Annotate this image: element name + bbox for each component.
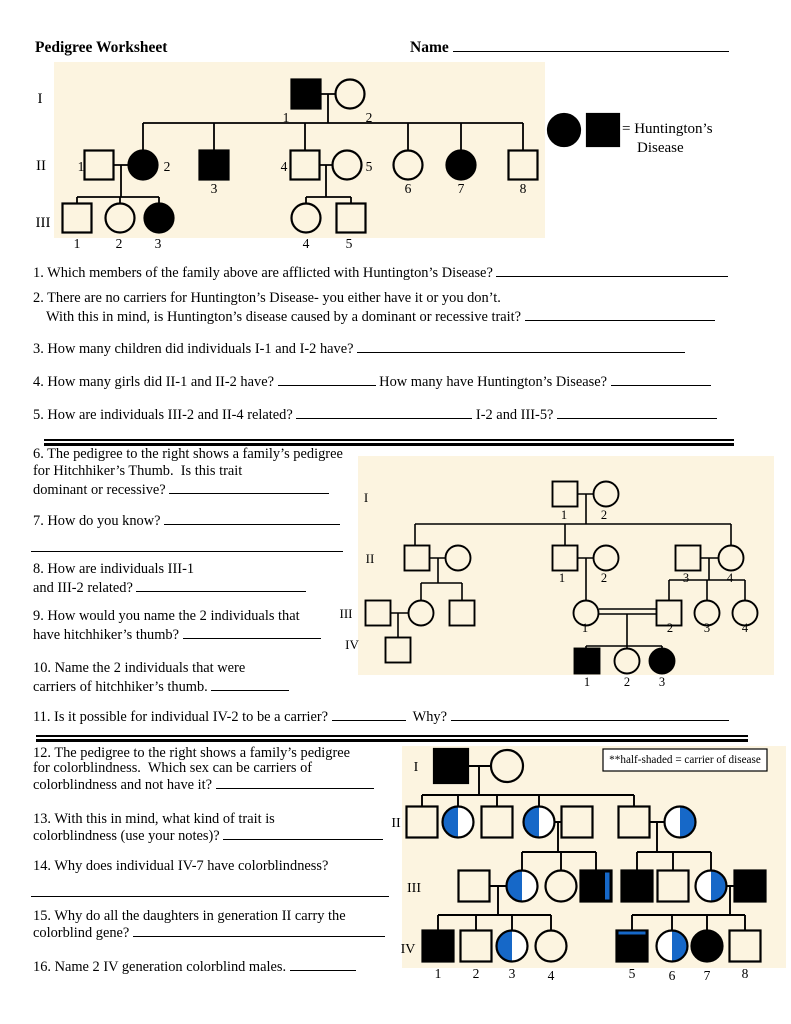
colorblind-individual-III-6: [658, 871, 689, 902]
question-text: 1. Which members of the family above are afflicted with Huntington’s Disease?: [33, 265, 497, 281]
individual-number-label: 3: [154, 236, 162, 251]
individual-number-label: 4: [726, 571, 734, 585]
individual-number-label: 2: [163, 159, 171, 174]
hitchhiker-individual-IV-a: [386, 638, 411, 663]
huntington-individual-II-4: [291, 151, 320, 180]
answer-blank: [525, 308, 715, 321]
answer-blank: [332, 708, 406, 721]
huntington-individual-III-4: [292, 204, 321, 233]
individual-number-label: 3: [508, 966, 516, 981]
colorblind-individual-IV-1: [423, 931, 454, 962]
huntington-individual-II-1: [85, 151, 114, 180]
generation-label: II: [36, 158, 46, 174]
colorblind-individual-IV-4: [536, 931, 567, 962]
individual-number-label: 1: [560, 508, 568, 522]
hitchhiker-individual-IV-2: [615, 649, 640, 674]
answer-blank: [183, 626, 321, 639]
individual-number-label: 1: [282, 110, 290, 125]
individual-number-label: 2: [600, 508, 608, 522]
hitchhiker-individual-III-b: [409, 601, 434, 626]
generation-label: II: [391, 816, 401, 831]
question-line: [31, 884, 389, 901]
question-text: 4. How many girls did II-1 and II-2 have?: [33, 374, 278, 390]
question-text: colorblindness and not have it?: [33, 777, 216, 793]
answer-blank: [223, 827, 383, 840]
huntington-individual-I-1: [292, 80, 321, 109]
question-text: dominant or recessive?: [33, 482, 170, 498]
question-text: have hitchhiker’s thumb?: [33, 627, 183, 643]
huntington-individual-III-5: [337, 204, 366, 233]
question-line: [33, 406, 717, 423]
colorblind-individual-II-2: [442, 807, 473, 838]
question-text: 8. How are individuals III-1: [33, 561, 195, 577]
colorblind-individual-IV-2: [461, 931, 492, 962]
question-text: for Hitchhiker’s Thumb. Is this trait: [33, 463, 243, 479]
huntington-individual-II-2: [129, 151, 158, 180]
question-text: colorblindness (use your notes)?: [33, 828, 224, 844]
individual-number-label: 5: [345, 236, 353, 251]
hitchhiker-individual-I-1: [553, 482, 578, 507]
individual-number-label: 1: [558, 571, 566, 585]
question-line: [33, 562, 194, 577]
question-line: [33, 924, 385, 941]
generation-label: III: [35, 215, 51, 231]
colorblind-individual-IV-6: [657, 931, 688, 962]
colorblind-individual-II-4: [524, 807, 555, 838]
question-line: [33, 447, 343, 462]
individual-number-label: 2: [666, 621, 674, 635]
answer-blank: [211, 678, 289, 691]
answer-blank: [611, 373, 711, 386]
individual-number-label: 2: [623, 675, 631, 689]
question-text: colorblind gene?: [33, 925, 133, 941]
question-text: Why?: [405, 709, 451, 725]
individual-number-label: 6: [404, 181, 412, 196]
colorblind-individual-I-2: [491, 750, 523, 782]
individual-number-label: 3: [703, 621, 711, 635]
individual-number-label: 3: [658, 675, 666, 689]
huntington-individual-legend-circle: [548, 114, 580, 146]
hitchhiker-individual-II-3: [676, 546, 701, 571]
hitchhiker-individual-II-2: [594, 546, 619, 571]
question-text: and III-2 related?: [33, 580, 137, 596]
colorblind-individual-IV-5: [617, 931, 648, 962]
individual-number-label: 7: [457, 181, 465, 196]
question-line: [33, 264, 728, 281]
hitchhiker-individual-IV-1: [575, 649, 600, 674]
question-line: [33, 340, 685, 357]
question-line: [33, 827, 383, 844]
question-text: 6. The pedigree to the right shows a family’s pedigree: [33, 446, 343, 462]
generation-label: IV: [400, 942, 416, 957]
question-line: [33, 661, 245, 676]
colorblind-individual-II-3: [482, 807, 513, 838]
colorblind-individual-I-1: [434, 749, 468, 783]
individual-number-label: 4: [302, 236, 310, 251]
huntington-individual-I-2: [336, 80, 365, 109]
colorblind-individual-III-1: [459, 871, 490, 902]
question-line: [33, 909, 346, 924]
hitchhiker-individual-IV-3: [650, 649, 675, 674]
individual-number-label: 2: [472, 966, 480, 981]
answer-blank: [496, 264, 728, 277]
huntington-individual-III-3: [145, 204, 174, 233]
colorblind-individual-IV-7: [692, 931, 723, 962]
section-divider-2-thick: [36, 739, 748, 743]
colorblind-individual-III-3: [546, 871, 577, 902]
question-line: [33, 776, 374, 793]
individual-number-label: 1: [583, 675, 591, 689]
answer-blank: [290, 958, 356, 971]
individual-number-label: 5: [628, 966, 636, 981]
individual-number-label: 8: [741, 966, 749, 981]
generation-label: II: [365, 551, 375, 566]
individual-number-label: 1: [73, 236, 81, 251]
question-line: [33, 708, 729, 725]
huntington-individual-legend-square: [587, 114, 619, 146]
question-line: [33, 609, 300, 624]
hitchhiker-individual-II-4: [719, 546, 744, 571]
question-text: for colorblindness. Which sex can be carriers of: [33, 760, 313, 776]
answer-blank: [451, 708, 729, 721]
answer-blank: [357, 340, 685, 353]
question-line: [33, 464, 242, 479]
question-line: [33, 579, 306, 596]
question-line: [33, 291, 501, 306]
pedigree-hitchhiker: [340, 456, 775, 689]
question-text: 7. How do you know?: [33, 513, 165, 529]
individual-number-label: 5: [365, 159, 373, 174]
question-text: 5. How are individuals III-2 and II-4 related?: [33, 407, 297, 423]
generation-label: I: [363, 490, 369, 505]
section-divider-1-thin: [44, 439, 734, 441]
colorblind-individual-II-6: [619, 807, 650, 838]
hitchhiker-individual-I-2: [594, 482, 619, 507]
colorblind-individual-IV-8: [730, 931, 761, 962]
answer-blank: [133, 924, 385, 937]
individual-number-label: 6: [668, 968, 676, 983]
colorblind-individual-III-7: [696, 871, 727, 902]
question-line: [46, 308, 715, 325]
hitchhiker-individual-II-a: [405, 546, 430, 571]
individual-number-label: 3: [210, 181, 218, 196]
generation-label: III: [339, 606, 353, 621]
page-title: Pedigree Worksheet: [35, 39, 168, 56]
generation-label: I: [37, 91, 43, 107]
question-text: 9. How would you name the 2 individuals that: [33, 608, 300, 624]
question-text: 14. Why does individual IV-7 have colorblindness?: [33, 858, 329, 874]
question-line: [33, 761, 312, 776]
huntington-legend-line1: = Huntington’s: [622, 121, 713, 137]
huntington-individual-II-8: [509, 151, 538, 180]
huntington-individual-II-5: [333, 151, 362, 180]
question-line: [33, 746, 350, 761]
section-divider-2-thin: [36, 735, 748, 737]
question-line: [33, 812, 275, 827]
hitchhiker-individual-III-a: [366, 601, 391, 626]
generation-label: III: [407, 881, 421, 896]
individual-number-label: 3: [682, 571, 690, 585]
answer-blank: [164, 512, 340, 525]
question-text: carriers of hitchhiker’s thumb.: [33, 679, 212, 695]
individual-number-label: 4: [741, 621, 749, 635]
question-line: [31, 539, 343, 556]
question-text: 11. Is it possible for individual IV-2 to be a carrier?: [33, 709, 332, 725]
question-line: [33, 512, 340, 529]
question-line: [33, 859, 328, 874]
huntington-individual-II-6: [394, 151, 423, 180]
huntington-individual-III-2: [106, 204, 135, 233]
hitchhiker-individual-II-1: [553, 546, 578, 571]
answer-blank: [169, 481, 329, 494]
question-text: With this in mind, is Huntington’s disease caused by a dominant or recessive trait?: [46, 309, 525, 325]
huntington-legend-line2: Disease: [637, 140, 684, 156]
name-label: Name: [410, 39, 453, 56]
answer-blank: [296, 406, 472, 419]
generation-label: IV: [345, 637, 359, 652]
answer-blank: [136, 579, 306, 592]
hitchhiker-individual-II-b: [446, 546, 471, 571]
answer-blank: [31, 884, 389, 897]
individual-number-label: 4: [547, 968, 555, 983]
question-line: [33, 678, 289, 695]
question-line: [33, 958, 356, 975]
answer-blank: [216, 776, 374, 789]
answer-blank: [557, 406, 717, 419]
generation-label: I: [413, 760, 419, 775]
huntington-individual-II-7: [447, 151, 476, 180]
question-text: 15. Why do all the daughters in generation II carry the: [33, 908, 346, 924]
question-text: 16. Name 2 IV generation colorblind males.: [33, 959, 290, 975]
question-text: 12. The pedigree to the right shows a family’s pedigree: [33, 745, 351, 761]
question-line: [33, 373, 711, 390]
question-text: 3. How many children did individuals I-1 and I-2 have?: [33, 341, 358, 357]
answer-blank: [31, 539, 343, 552]
carrier-key-text: **half-shaded = carrier of disease: [609, 754, 761, 766]
colorblind-individual-II-7: [665, 807, 696, 838]
colorblind-individual-II-1: [407, 807, 438, 838]
pedigree-colorblind: [391, 746, 786, 983]
pedigree-huntington: [36, 62, 620, 251]
individual-number-label: 1: [77, 159, 85, 174]
huntington-individual-II-3: [200, 151, 229, 180]
individual-number-label: 2: [115, 236, 123, 251]
colorblind-individual-III-8: [735, 871, 766, 902]
individual-number-label: 4: [280, 159, 288, 174]
individual-number-label: 2: [365, 110, 373, 125]
question-line: [33, 626, 321, 643]
colorblind-individual-II-5: [562, 807, 593, 838]
colorblind-individual-III-4: [581, 871, 612, 902]
answer-blank: [278, 373, 376, 386]
question-text: 10. Name the 2 individuals that were: [33, 660, 246, 676]
huntington-individual-III-1: [63, 204, 92, 233]
hitchhiker-individual-III-c: [450, 601, 475, 626]
individual-number-label: 1: [581, 621, 589, 635]
question-text: 2. There are no carriers for Huntington’s Disease- you either have it or you don’t.: [33, 290, 501, 306]
question-text: How many have Huntington’s Disease?: [375, 374, 611, 390]
question-text: I-2 and III-5?: [472, 407, 558, 423]
colorblind-individual-III-5: [622, 871, 653, 902]
individual-number-label: 1: [434, 966, 442, 981]
colorblind-individual-III-2: [506, 871, 537, 902]
individual-number-label: 7: [703, 968, 711, 983]
question-line: [33, 481, 329, 498]
colorblind-individual-IV-3: [497, 931, 528, 962]
individual-number-label: 8: [519, 181, 527, 196]
question-text: 13. With this in mind, what kind of trait is: [33, 811, 275, 827]
individual-number-label: 2: [600, 571, 608, 585]
